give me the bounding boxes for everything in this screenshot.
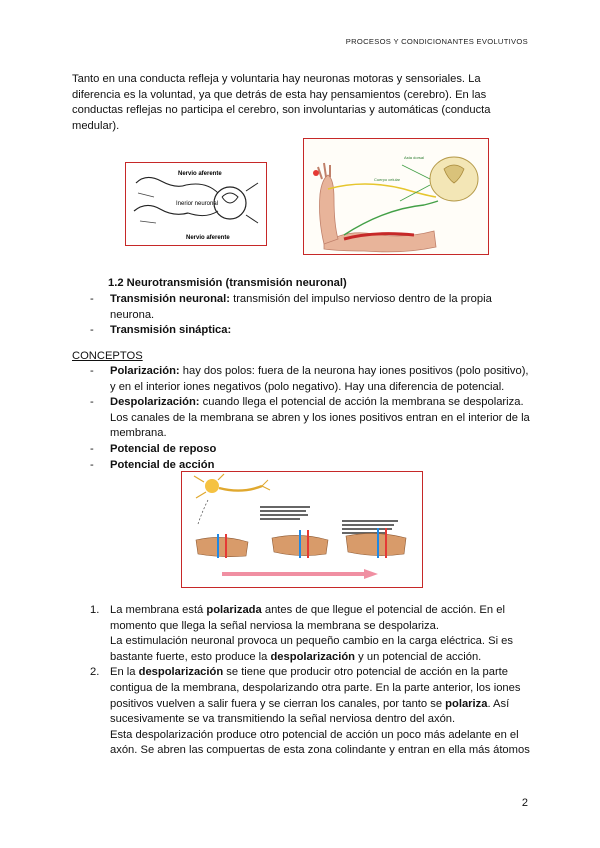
definition: cuando llega el potencial de acción la membrana se despolariza. Los canales de la membrana se abren y los iones positivos entran en el interior de la membrana.	[110, 396, 530, 440]
bold-run: despolarización	[270, 650, 356, 663]
reflex-arm-diagram	[303, 138, 489, 255]
section-bullets	[90, 292, 530, 339]
section-title: 1.2 Neurotransmisión (transmisión neuronal)	[108, 277, 347, 289]
list-number: 1.	[90, 604, 100, 616]
text-run: se tiene que producir otro potencial de acción en la parte contigua de la membrana, despolarizando otra parte. En la parte anterior, los iones positivos vuelven a salir fuera y se cierran los canales, por tanto se	[110, 666, 521, 710]
conceptos-heading: CONCEPTOS	[72, 350, 143, 362]
svg-text:Cuerpo celular: Cuerpo celular	[374, 177, 401, 182]
page-header: PROCESOS Y CONDICIONANTES EVOLUTIVOS	[345, 37, 528, 46]
list-item	[90, 395, 535, 442]
bold-run: despolarización	[138, 666, 224, 679]
text-run: antes de que llegue el potencial de acción. En el momento que llega la señal nerviosa la membrana se despolariza.	[110, 604, 505, 632]
arm-spinal-cord-drawing	[304, 139, 488, 254]
text-run: La estimulación neuronal provoca un pequeño cambio en la carga eléctrica. Si es bastante fuerte, esto produce la	[110, 635, 513, 663]
term: Transmisión sináptica:	[110, 324, 232, 337]
action-potential-drawing	[182, 472, 422, 587]
numbered-list	[90, 603, 530, 759]
bullet-dash: -	[90, 324, 94, 337]
list-number: 2.	[90, 666, 100, 679]
bullet-dash: -	[90, 442, 94, 455]
interneuron-label: Inerior neuronal	[176, 201, 219, 207]
conceptos-bullets	[90, 364, 535, 473]
term: Transmisión neuronal:	[110, 293, 230, 305]
bullet-dash: -	[90, 365, 94, 377]
action-potential-diagram	[181, 471, 423, 588]
item-paragraph	[110, 665, 530, 727]
text-run: La membrana está	[110, 604, 207, 616]
text-run: y un potencial de acción.	[355, 650, 482, 663]
definition: hay dos polos: fuera de la neurona hay iones positivos (polo positivo), y en el interior iones negativos (polo negativo). Hay una diferencia de potencial.	[110, 365, 529, 393]
bullet-dash: -	[90, 396, 94, 409]
bold-run: polarizada	[206, 604, 262, 616]
term: Potencial de reposo	[110, 442, 217, 455]
list-item	[90, 442, 535, 458]
item-paragraph	[110, 603, 530, 634]
intro-paragraph: Tanto en una conducta refleja y voluntaria hay neuronas motoras y sensoriales. La diferencia es la voluntad, ya que detrás de esta hay pensamientos (cerebro). En las conductas reflejas no participa el cerebro, son involuntarias y automáticas (conducta medular).	[72, 73, 491, 132]
bullet-dash: -	[90, 458, 94, 471]
efferent-label: Nervio aferente	[186, 235, 230, 241]
term: Polarización:	[110, 365, 180, 377]
item-paragraph	[110, 728, 530, 759]
term: Potencial de acción	[110, 458, 215, 471]
list-item	[90, 603, 530, 665]
list-item	[90, 364, 535, 395]
afferent-label: Nervio aferente	[178, 171, 222, 177]
definition: transmisión del impulso nervioso dentro de la propia neurona.	[110, 293, 492, 321]
term: Despolarización:	[110, 396, 200, 409]
reflex-arc-diagram	[125, 162, 267, 246]
text-run: . Así sucesivamente se va transmitiendo la señal nerviosa dentro del axón.	[110, 697, 510, 726]
text-run: Esta despolarización produce otro potencial de acción un poco más adelante en el axón. Se abren las compuertas de esta zona colindante y entran en ella más átomos	[110, 728, 530, 757]
bold-run: polariza	[445, 697, 488, 710]
svg-text:Asta dorsal: Asta dorsal	[404, 155, 425, 160]
list-item	[90, 323, 530, 339]
list-item	[90, 292, 530, 323]
figure-row	[0, 138, 600, 258]
page-number: 2	[521, 797, 528, 809]
text-run: En la	[110, 666, 139, 679]
item-paragraph	[110, 634, 530, 665]
reflex-arc-drawing	[126, 163, 266, 245]
bullet-dash: -	[90, 293, 94, 305]
list-item	[90, 665, 530, 759]
